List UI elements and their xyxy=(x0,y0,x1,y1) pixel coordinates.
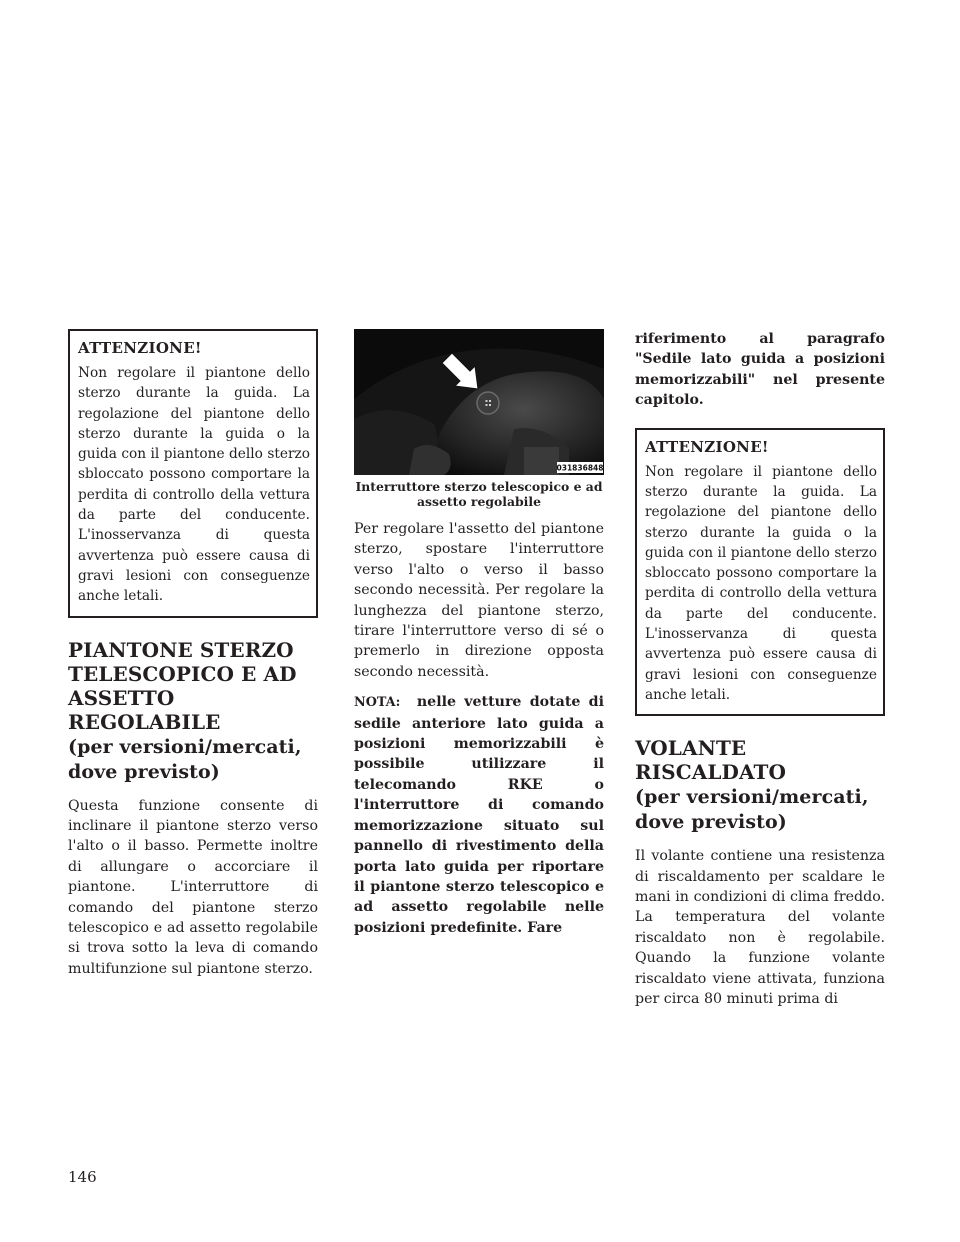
note-continued: riferimento al paragrafo "Sedile lato guida a posizioni memorizzabili" nel presente capitolo. xyxy=(635,331,885,409)
warning-text: Non regolare il piantone dello sterzo durante la guida. La regolazione del piantone dello sterzo durante la guida o la guida con il piantone dello sterzo sbloccato possono comportare la perdita di controllo della vettura da parte del conducente. L'inosservanza di questa avvertenza può essere causa di gravi lesioni con conseguenze anche letali. xyxy=(78,365,310,605)
page-number: 146 xyxy=(68,1168,97,1186)
section-title-heated-wheel xyxy=(635,736,885,834)
steering-column-illustration xyxy=(354,329,604,475)
section-paragraph: Questa funzione consente di inclinare il piantone sterzo verso l'alto o il basso. Permette inoltre di allungare o accorciare il piantone. L'interruttore di comando del piantone sterzo telescopico e ad assetto regolabile si trova sotto la leva di comando multifunzione sul piantone sterzo. xyxy=(68,797,318,977)
section-subtitle: (per versioni/mercati, dove previsto) xyxy=(68,735,302,783)
figure-code: 031836848 xyxy=(556,463,604,473)
note-label: NOTA: xyxy=(354,695,401,711)
adjust-paragraph: Per regolare l'assetto del piantone sterzo, spostare l'interruttore verso l'alto o verso il basso secondo necessità. Per regolare la lunghezza del piantone sterzo, tirare l'interruttore verso di sé o premerlo in direzione opposta secondo necessità. xyxy=(354,521,604,680)
figure-caption: Interruttore sterzo telescopico e ad assetto regolabile xyxy=(355,479,603,509)
right-column xyxy=(635,329,885,1009)
left-column xyxy=(68,329,318,979)
section-title-text: PIANTONE STERZO TELESCOPICO E AD ASSETTO REGOLABILE xyxy=(68,637,297,734)
warning-title-2: ATTENZIONE! xyxy=(645,437,769,456)
note-text: nelle vetture dotate di sedile anteriore lato guida a posizioni memorizzabili è possibile utilizzare il telecomando RKE o l'interruttore di comando memorizzazione situato sul pannello di rivestimento della porta lato guida per riportare il piantone sterzo telescopico e ad assetto regolabile nelle posizioni predefinite. Fare xyxy=(354,694,604,936)
heated-wheel-paragraph: Il volante contiene una resistenza di riscaldamento per scaldare le mani in condizioni di clima freddo. La temperatura del volante riscaldato non è regolabile. Quando la funzione volante riscaldato viene attivata, funziona per circa 80 minuti prima di xyxy=(635,848,885,1008)
warning-box-2 xyxy=(635,428,885,717)
note-paragraph xyxy=(354,692,604,938)
middle-column xyxy=(354,329,604,938)
warning-text-2: Non regolare il piantone dello sterzo durante la guida. La regolazione del piantone dello sterzo durante la guida o la guida con il piantone dello sterzo sbloccato possono comportare la perdita di controllo della vettura da parte del conducente. L'inosservanza di questa avvertenza può essere causa di gravi lesioni con conseguenze anche letali. xyxy=(645,463,877,703)
section-title-steering-column xyxy=(68,638,318,784)
section-title-text-2: VOLANTE RISCALDATO xyxy=(635,736,786,785)
warning-title: ATTENZIONE! xyxy=(78,339,202,357)
switch-knob xyxy=(477,392,499,414)
steering-switch-figure xyxy=(354,329,604,475)
warning-box xyxy=(68,329,318,618)
section-subtitle-2: (per versioni/mercati, dove previsto) xyxy=(635,786,869,834)
